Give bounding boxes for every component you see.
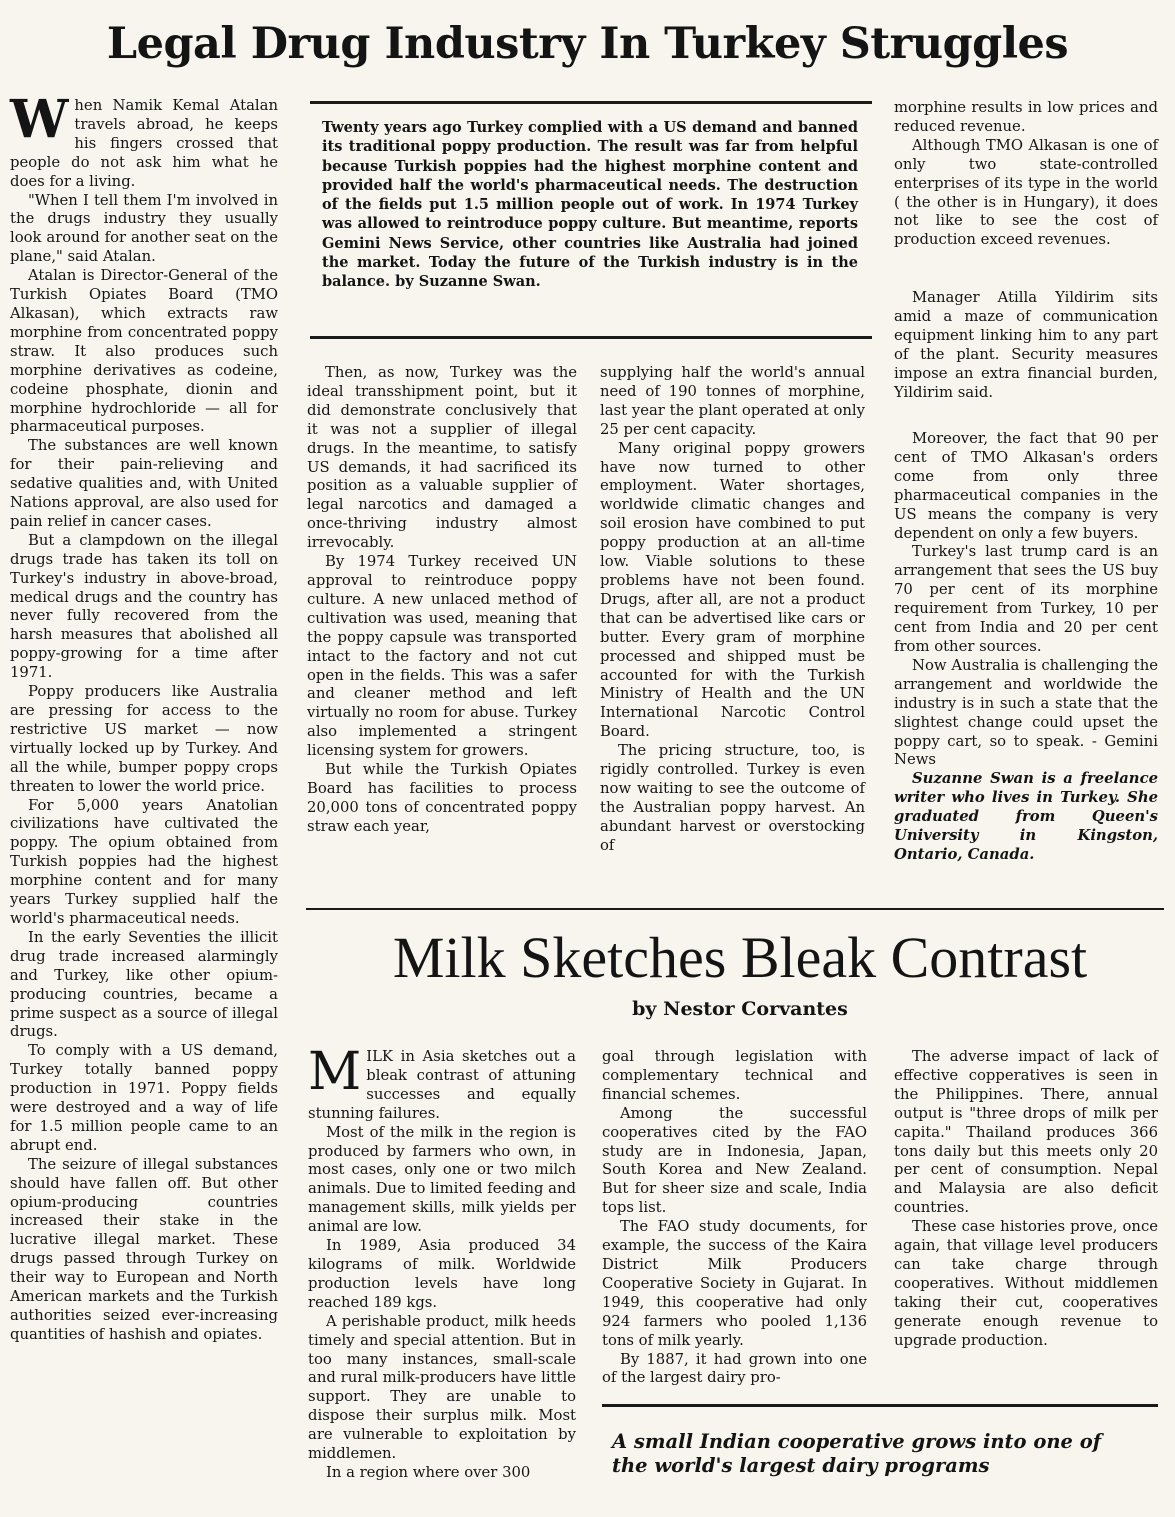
article1-dropcap: W: [10, 89, 69, 150]
article1-paragraph: Now Australia is challenging the arrangement and worldwide the industry is in such a state that the slightest change could upset the poppy cart, so to speak. - Gemini News: [894, 656, 1158, 769]
article2-paragraph: ILK in Asia sketches out a bleak contrast of attuning successes and equally stunning failures.: [308, 1048, 576, 1122]
article1-column-1: [10, 89, 278, 1345]
article2-paragraph: The adverse impact of lack of effective copperatives is seen in the Philippines. There, annual output is "three drops of milk per capita." Thailand produces 366 tons daily but this meets only 20 per cent of consumption. Nepal and Malaysia are also deficit countries.: [894, 1048, 1158, 1217]
article1-paragraph: The seizure of illegal substances should have fallen off. But other opium-producing countries increased their stake in the lucrative illegal market. These drugs passed through Turkey on their way to European and North American markets and the Turkish authorities seized ever-increasing quantities of hashish and opiates.: [10, 1155, 278, 1343]
article1-column-4-top: [894, 99, 1158, 250]
article2-column-2: [602, 1048, 867, 1388]
article1-paragraph: For 5,000 years Anatolian civilizations have cultivated the poppy. The opium obtained from Turkish poppies had the highest morphine content and for many years Turkey supplied half the world's pharmaceutical needs.: [10, 796, 278, 927]
article1-column-4-bottom: [894, 430, 1158, 865]
article1-paragraph: morphine results in low prices and reduced revenue.: [894, 99, 1158, 135]
article2-byline: by Nestor Corvantes: [632, 998, 848, 1020]
article1-deck: Twenty years ago Turkey complied with a US demand and banned its traditional poppy production. The result was far from helpful because Turkish poppies had the highest morphine content and provided half the world's pharmaceutical needs. The destruction of the fields put 1.5 million people out of work. In 1974 Turkey was allowed to reintroduce poppy culture. But meantime, reports Gemini News Service, other countries like Australia had joined the market. Today the future of the Turkish industry is in the balance. by Suzanne Swan.: [322, 119, 858, 291]
article1-column-2: [307, 364, 577, 837]
tagline-top-rule: [602, 1404, 1158, 1407]
article1-paragraph: Atalan is Director-General of the Turkish Opiates Board (TMO Alkasan), which extracts raw morphine from concentrated poppy straw. It also produces such morphine derivatives as codeine, codeine phosphate, dionin and morphine hydrochloride — all for pharmaceutical purposes.: [10, 267, 278, 436]
article1-paragraph: Then, as now, Turkey was the ideal transshipment point, but it did demonstrate conclusively that it was not a supplier of illegal drugs. In the meantime, to satisfy US demands, it had sacrificed its position as a valuable supplier of legal narcotics and damaged a once-thriving industry almost irrevocably.: [307, 364, 577, 552]
article2-dropcap: M: [308, 1042, 362, 1102]
article2-paragraph: In a region where over 300: [326, 1463, 531, 1481]
article2-paragraph: Most of the milk in the region is produced by farmers who own, in most cases, only one or two milch animals. Due to limited feeding and management skills, milk yields per animal are low.: [308, 1123, 576, 1236]
article2-paragraph: In 1989, Asia produced 34 kilograms of milk. Worldwide production levels have long reached 189 kgs.: [308, 1237, 576, 1311]
article2-paragraph: A perishable product, milk heeds timely and special attention. But in too many instances, small-scale and rural milk-producers have little support. They are unable to dispose their surplus milk. Most are vulnerable to exploitation by middlemen.: [308, 1312, 576, 1463]
author-note: Suzanne Swan is a freelance writer who lives in Turkey. She graduated from Queen's University in Kingston, Ontario, Canada.: [894, 770, 1158, 863]
article2-tagline: A small Indian cooperative grows into one of the world's largest dairy programs: [612, 1430, 1102, 1477]
article1-paragraph: Many original poppy growers have now turned to other employment. Water shortages, worldwide climatic changes and soil erosion have combined to put poppy production at an all-time low. Viable solutions to these problems have not been found. Drugs, after all, are not a product that can be advertised like cars or butter. Every gram of morphine processed and shipped must be accounted for with the Turkish Ministry of Health and the UN International Narcotic Control Board.: [600, 439, 865, 741]
article1-paragraph: In the early Seventies the illicit drug trade increased alarmingly and Turkey, like other opium-producing countries, became a prime suspect as a source of illegal drugs.: [10, 928, 278, 1041]
article2-column-1: [308, 1042, 576, 1483]
article1-paragraph: To comply with a US demand, Turkey totally banned poppy production in 1971. Poppy fields were destroyed and a way of life for 1.5 million people came to an abrupt end.: [10, 1042, 278, 1154]
article1-paragraph: But a clampdown on the illegal drugs trade has taken its toll on Turkey's industry in above-broad, medical drugs and the country has never fully recovered from the harsh measures that abolished all poppy-growing for a time after 1971.: [10, 531, 278, 682]
article2-paragraph: These case histories prove, once again, that village level producers can take charge through cooperatives. Without middlemen taking their cut, cooperatives generate enough revenue to upgrade production.: [894, 1218, 1158, 1349]
article1-paragraph: supplying half the world's annual need of 190 tonnes of morphine, last year the plant operated at only 25 per cent capacity.: [600, 364, 865, 438]
article1-paragraph: Moreover, the fact that 90 per cent of TMO Alkasan's orders come from only three pharmaceutical companies in the US means the company is very dependent on only a few buyers.: [894, 430, 1158, 542]
article1-paragraph: Manager Atilla Yildirim sits amid a maze of communication equipment linking him to any part of the plant. Security measures impose an extra financial burden, Yildirim said.: [894, 289, 1158, 401]
article2-paragraph: Among the successful cooperatives cited by the FAO study are in Indonesia, Japan, South Korea and New Zealand. But for sheer size and scale, India tops list.: [602, 1104, 867, 1217]
article2-top-rule: [306, 908, 1164, 910]
article1-headline: Legal Drug Industry In Turkey Struggles: [106, 19, 1069, 69]
article1-paragraph: The substances are well known for their pain-relieving and sedative qualities and, with United Nations approval, are also used for pain relief in cancer cases.: [10, 437, 278, 530]
article1-column-4-middle: [894, 289, 1158, 402]
article1-paragraph: Poppy producers like Australia are pressing for access to the restrictive US market — now virtually locked up by Turkey. And all the while, bumper poppy crops threaten to lower the world price.: [10, 683, 278, 795]
article2-column-3: [894, 1048, 1158, 1351]
article2-paragraph: By 1887, it had grown into one of the largest dairy pro-: [602, 1350, 867, 1387]
article1-paragraph: By 1974 Turkey received UN approval to reintroduce poppy culture. A new unlaced method of cultivation was used, meaning that the poppy capsule was transported intact to the factory and not cut open in the fields. This was a safer and cleaner method and left virtually no room for abuse. Turkey also implemented a stringent licensing system for growers.: [307, 553, 577, 760]
article1-paragraph: The pricing structure, too, is rigidly controlled. Turkey is even now waiting to see the outcome of the Australian poppy harvest. An abundant harvest or overstocking of: [600, 742, 865, 854]
deck-bottom-rule: [310, 336, 872, 339]
article1-paragraph: hen Namik Kemal Atalan travels abroad, he keeps his fingers crossed that people do not ask him what he does for a living.: [10, 97, 278, 190]
article2-paragraph: goal through legislation with complementary technical and financial schemes.: [602, 1048, 867, 1103]
article2-headline: Milk Sketches Bleak Contrast: [392, 925, 1088, 990]
article1-paragraph: Turkey's last trump card is an arrangement that sees the US buy 70 per cent of its morphine requirement from Turkey, 10 per cent from India and 20 per cent from other sources.: [894, 543, 1158, 655]
article1-paragraph: "When I tell them I'm involved in the drugs industry they usually look around for another seat on the plane," said Atalan.: [10, 191, 278, 266]
article1-paragraph: Although TMO Alkasan is one of only two state-controlled enterprises of its type in the world ( the other is in Hungary), it does not like to see the cost of production exceed revenues.: [894, 136, 1158, 249]
article1-column-3: [600, 364, 865, 856]
article2-paragraph: The FAO study documents, for example, the success of the Kaira District Milk Producers Cooperative Society in Gujarat. In 1949, this cooperative had only 924 farmers who pooled 1,136 tons of milk yearly.: [602, 1218, 867, 1349]
deck-top-rule: [310, 101, 872, 104]
article1-paragraph: But while the Turkish Opiates Board has facilities to process 20,000 tons of concentrated poppy straw each year,: [307, 761, 577, 835]
